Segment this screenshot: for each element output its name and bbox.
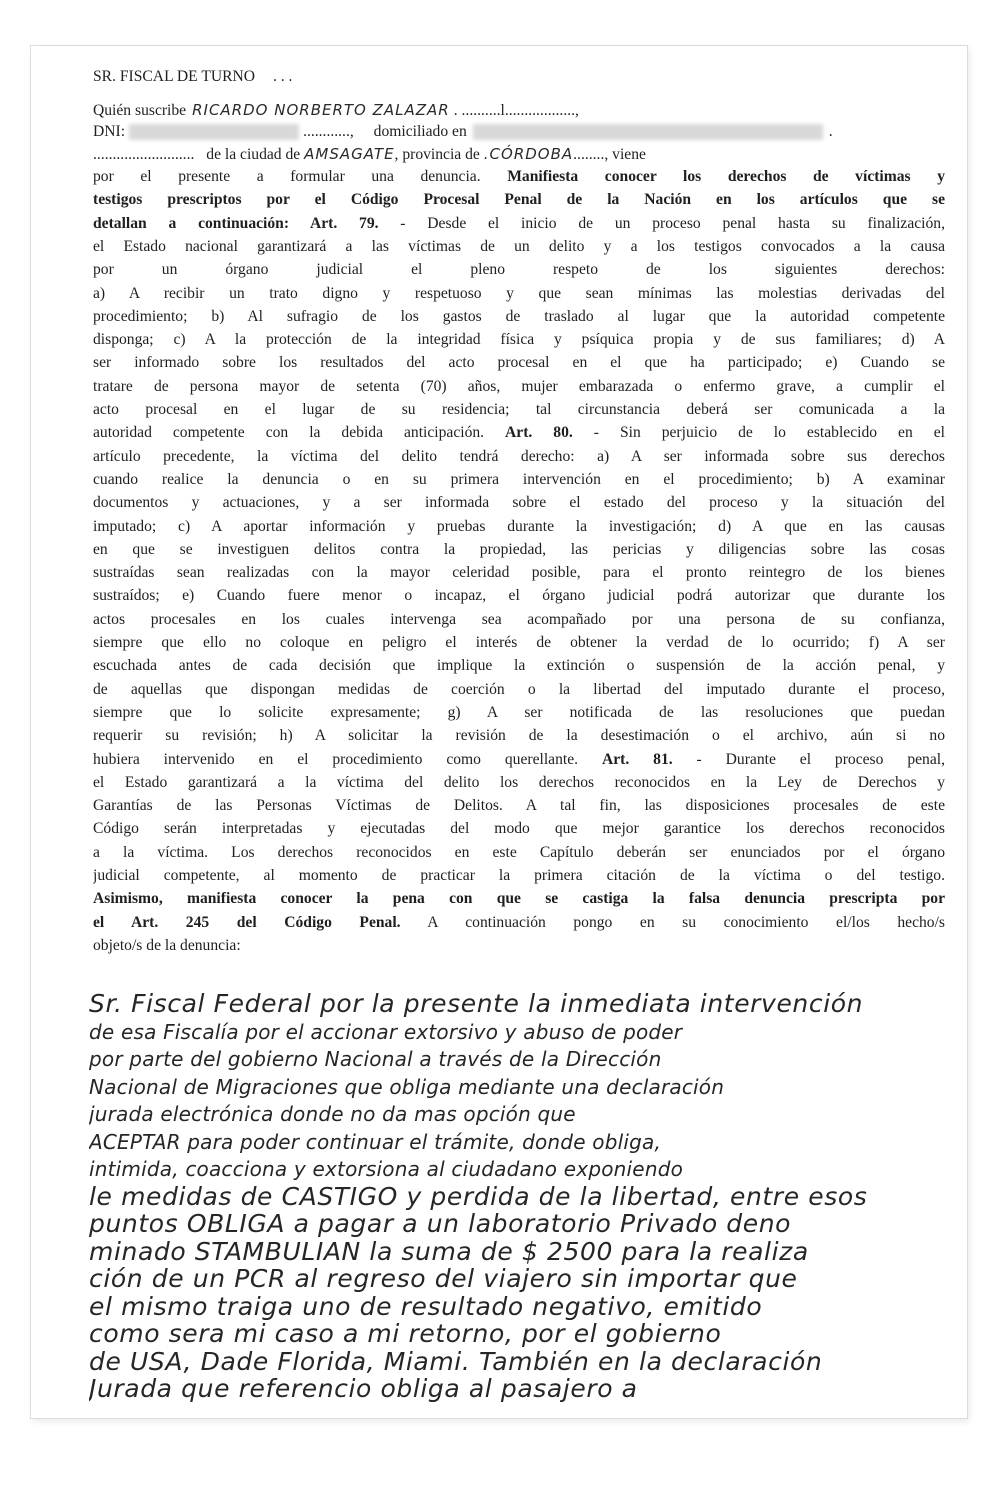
text-segment: detallan a continuación: Art. 79. — [93, 214, 379, 232]
text-line — [93, 772, 945, 794]
title-dots: . . . — [272, 68, 293, 85]
text-line — [93, 702, 945, 724]
text-segment: en que se investiguen delitos contra la propiedad, las pericias y diligencias sobre las cosas — [93, 540, 945, 558]
text-line — [93, 725, 945, 747]
text-segment: de aquellas que dispongan medidas de coerción o la libertad del imputado durante el proceso, — [93, 680, 945, 698]
text-segment: cuando realice la denuncia o en su primera intervención en el procedimiento; b) A examinar — [93, 470, 945, 488]
text-segment: testigos prescriptos por el Código Procesal Penal de la Nación en los artículos que se — [93, 191, 945, 209]
text-segment: - Durante el proceso penal, — [672, 750, 945, 768]
text-line — [93, 888, 945, 910]
text-line — [93, 283, 945, 305]
text-line — [93, 329, 945, 351]
text-segment: sustraídas sean realizadas con la mayor celeridad posible, para el pronto reintegro de los bienes — [93, 564, 945, 582]
text-segment: a la víctima. Los derechos reconocidos en este Capítulo deberán ser enunciados por el órgano — [93, 843, 945, 861]
text-segment: hubiera intervenido en el procedimiento como querellante. — [93, 750, 602, 768]
text-line — [93, 632, 945, 654]
page-title — [93, 66, 945, 88]
text-line — [93, 213, 945, 235]
text-segment: imputado; c) A aportar información y pruebas durante la investigación; d) A que en las causas — [93, 517, 945, 535]
dni-label: DNI: — [93, 123, 126, 140]
text-line — [93, 376, 945, 398]
handwritten-line: intimida, coacciona y extorsiona al ciudadano exponiendo — [89, 1157, 684, 1181]
viene-text: ........, viene — [573, 146, 646, 163]
quien-suscribe-line — [93, 99, 945, 121]
text-segment: Asimismo, manifiesta conocer la pena con que se castiga la falsa denuncia prescripta por — [93, 890, 945, 908]
dni-trail: ............, — [303, 123, 354, 140]
text-line — [93, 306, 945, 328]
text-line — [93, 818, 945, 840]
text-segment: judicial competente, al momento de practicar la primera citación de la víctima o del testigo. — [93, 867, 945, 884]
text-line — [93, 539, 945, 561]
handwritten-line: jurada electrónica donde no da mas opción que — [89, 1102, 576, 1126]
ciudad-line — [93, 143, 945, 165]
text-segment: Manifiesta conocer los derechos de víctimas y — [507, 168, 945, 185]
text-line — [93, 422, 945, 444]
text-line — [93, 399, 945, 421]
text-line — [93, 446, 945, 468]
text-segment: requerir su revisión; h) A solicitar la revisión de la desestimación o el archivo, aún si no — [93, 727, 945, 745]
text-segment: A continuación pongo en su conocimiento el/los hecho/s — [400, 913, 945, 931]
text-line — [93, 935, 945, 957]
handwritten-line: de USA, Dade Florida, Miami. También en la declaración — [89, 1346, 823, 1376]
text-segment: disponga; c) A la protección de la integridad física y psíquica propia y de sus familiares; d) A — [93, 331, 945, 349]
provincia-handwritten: .CÓRDOBA — [483, 145, 574, 163]
domiciliado-label: domiciliado en — [373, 123, 467, 140]
text-segment: objeto/s de la denuncia: — [93, 936, 241, 954]
handwritten-complaint — [89, 988, 955, 1408]
handwritten-line: Jurada que referencio obliga al pasajero a — [89, 1374, 638, 1403]
ciudad-lead: .......................... — [93, 146, 195, 163]
text-line — [93, 166, 945, 188]
text-line — [93, 865, 945, 887]
dni-redacted — [129, 124, 299, 140]
text-line — [93, 679, 945, 701]
text-line — [93, 749, 945, 771]
text-segment: Art. 80. — [505, 424, 573, 442]
handwritten-line: como sera mi caso a mi retorno, por el gobierno — [89, 1319, 722, 1348]
text-segment: procedimiento; b) Al sufragio de los gastos de traslado al lugar que la autoridad competente — [93, 307, 945, 325]
text-line — [93, 469, 945, 491]
text-segment: documentos y actuaciones, y a ser informada sobre el estado del proceso y la situación del — [93, 494, 945, 512]
handwritten-line: ACEPTAR para poder continuar el trámite, donde obliga, — [89, 1129, 662, 1154]
text-segment: el Estado nacional garantizará a las víctimas de un delito y a los testigos convocados a la causa — [93, 237, 945, 255]
name-trail: . ..........l.................., — [453, 102, 579, 119]
domicilio-redacted — [473, 124, 823, 140]
text-line — [93, 842, 945, 864]
text-segment: acto procesal en el lugar de su residencia; tal circunstancia deberá ser comunicada a la — [93, 401, 945, 418]
handwritten-line: Nacional de Migraciones que obliga mediante una declaración — [89, 1074, 725, 1099]
ciudad-label: de la ciudad de — [206, 146, 301, 163]
title-text: SR. FISCAL DE TURNO — [93, 68, 256, 85]
provincia-label: , provincia de — [394, 146, 480, 163]
handwritten-line: puntos OBLIGA a pagar a un laboratorio Privado deno — [89, 1209, 792, 1238]
text-segment: Art. 81. — [601, 750, 673, 768]
text-segment: a) A recibir un trato digno y respetuoso y que sean mínimas las molestias derivadas del — [93, 284, 945, 302]
handwritten-line: ción de un PCR al regreso del viajero sin importar que — [89, 1264, 798, 1293]
text-line — [93, 189, 945, 211]
text-line — [93, 795, 945, 817]
text-segment: por el presente a formular una denuncia. — [93, 168, 508, 185]
handwritten-line: el mismo traiga uno de resultado negativo, emitido — [89, 1291, 763, 1321]
text-segment: siempre que lo solicite expresamente; g) A ser notificada de las resoluciones que puedan — [93, 703, 945, 721]
handwritten-line: por parte del gobierno Nacional a través de la Dirección — [89, 1047, 662, 1071]
domicilio-trail: . — [828, 123, 833, 140]
text-line — [93, 352, 945, 374]
handwritten-line: de esa Fiscalía por el accionar extorsivo y abuso de poder — [89, 1019, 683, 1044]
text-line — [93, 585, 945, 607]
text-segment: el Estado garantizará a la víctima del delito los derechos reconocidos en la Ley de Derechos y — [93, 773, 945, 791]
dni-line — [93, 121, 945, 143]
name-handwritten: RICARDO NORBERTO ZALAZAR — [192, 101, 450, 119]
handwritten-line: minado STAMBULIAN la suma de $ 2500 para la realiza — [89, 1236, 809, 1266]
text-segment: artículo precedente, la víctima del delito tendrá derecho: a) A ser informada sobre sus derechos — [93, 447, 945, 465]
text-line — [93, 655, 945, 677]
document-page — [30, 45, 968, 1419]
text-line — [93, 259, 945, 281]
handwritten-line: le medidas de CASTIGO y perdida de la libertad, entre esos — [89, 1181, 868, 1211]
text-segment: el Art. 245 del Código Penal. — [93, 913, 401, 931]
text-segment: Código serán interpretadas y ejecutadas del modo que mejor garantice los derechos reconocidos — [93, 820, 945, 838]
text-line — [93, 236, 945, 258]
text-line — [93, 912, 945, 934]
text-line — [93, 516, 945, 538]
quien-label: Quién suscribe — [93, 102, 187, 119]
text-segment: ser informado sobre los resultados del acto procesal en el que ha participado; e) Cuando se — [93, 354, 945, 372]
handwritten-line: Sr. Fiscal Federal por la presente la inmediata intervención — [89, 989, 864, 1018]
text-segment: sustraídos; e) Cuando fuere menor o incapaz, el órgano judicial podrá autorizar que durante los — [93, 587, 945, 605]
ciudad-handwritten: AMSAGATE — [304, 145, 395, 163]
text-segment: por un órgano judicial el pleno respeto de los siguientes derechos: — [93, 261, 945, 279]
text-segment: escuchada antes de cada decisión que implique la extinción o suspensión de la acción penal, y — [93, 657, 945, 675]
text-line — [93, 609, 945, 631]
text-segment: - Sin perjuicio de lo establecido en el — [572, 424, 945, 442]
text-segment: tratare de persona mayor de setenta (70) años, mujer embarazada o enfermo grave, a cumplir el — [93, 377, 945, 395]
text-segment: actos procesales en los cuales intervenga sea acompañado por una persona de su confianza, — [93, 610, 945, 628]
text-line — [93, 492, 945, 514]
legal-text-body — [93, 166, 945, 956]
text-segment: Garantías de las Personas Víctimas de Delitos. A tal fin, las disposiciones procesales de este — [93, 797, 945, 815]
text-segment: siempre que ello no coloque en peligro el interés de obtener la verdad de lo ocurrido; f) A ser — [93, 634, 945, 651]
text-segment: - Desde el inicio de un proceso penal hasta su finalización, — [378, 214, 945, 232]
text-line — [93, 562, 945, 584]
text-segment: autoridad competente con la debida anticipación. — [93, 424, 506, 442]
